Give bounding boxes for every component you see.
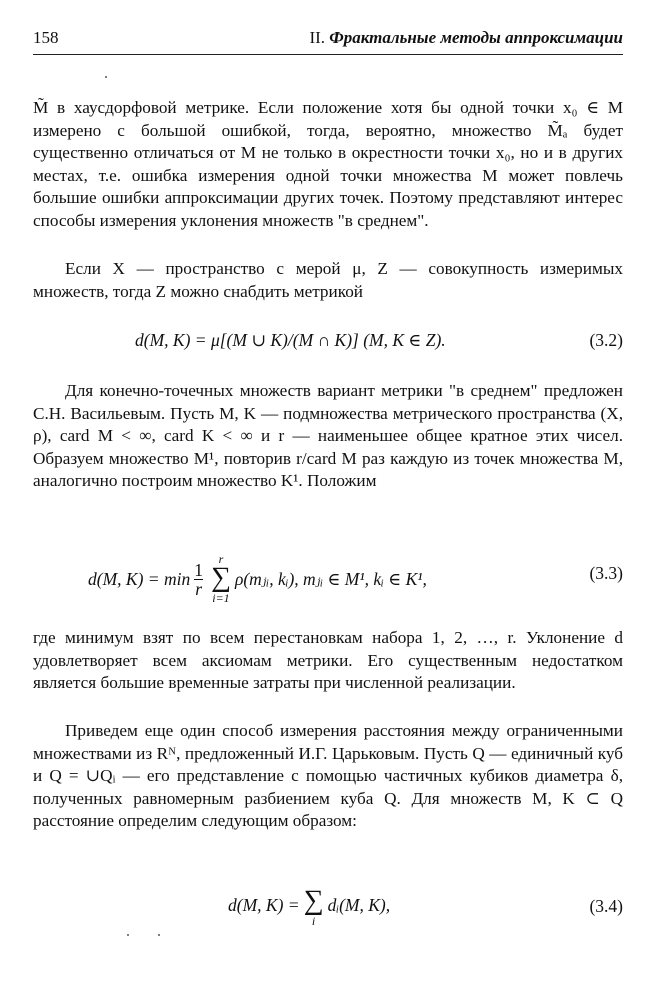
scan-speck <box>105 76 107 78</box>
summation-lower: i=1 <box>212 591 230 605</box>
summation-upper: r <box>218 552 224 566</box>
fraction-denominator: r <box>195 578 202 599</box>
paragraph-4: где минимум взят по всем перестановкам набора 1, 2, …, r. Уклонение d удовлетворяет всем аксиомам метрики. Его существенным недостатком является большие временные затраты при численной реализации. <box>33 628 623 692</box>
fraction <box>194 561 203 598</box>
scan-speck <box>158 934 160 936</box>
summation-sign: ∑ <box>303 885 324 916</box>
paragraph-5: Приведем еще один способ измерения расстояния между ограниченными множествами из Rᴺ, предложенный И.Г. Царьковым. Пусть Q — единичный куб и Q = ∪Qᵢ — его представление с помощью частичных кубиков диаметра δ, полученных равномерным разбиением куба Q. Для множеств M, K ⊂ Q расстояние определим следующим образом: <box>33 721 623 830</box>
equation-3-4-lhs: d(M, K) = <box>228 894 300 915</box>
equation-3-3-number: (3.3) <box>589 563 623 583</box>
running-header <box>33 28 623 55</box>
equation-3-3-body <box>88 553 427 605</box>
fraction-numerator: 1 <box>194 559 203 580</box>
summation-sign: ∑ <box>210 562 231 593</box>
chapter-number: II. <box>309 28 330 47</box>
equation-3-3-rhs: ρ(mⱼᵢ, kᵢ), mⱼᵢ ∈ M¹, kᵢ ∈ K¹, <box>234 568 427 589</box>
scan-speck <box>127 934 129 936</box>
equation-3-3 <box>33 545 623 605</box>
running-title <box>309 28 623 48</box>
equation-3-4 <box>33 882 623 942</box>
equation-3-4-number: (3.4) <box>589 896 623 916</box>
chapter-title: Фрактальные методы аппроксимации <box>329 28 623 47</box>
summation <box>304 882 324 928</box>
equation-3-2-number: (3.2) <box>589 330 623 350</box>
summation <box>211 553 231 605</box>
equation-3-2 <box>33 330 623 360</box>
equation-3-4-rhs: dᵢ(M, K), <box>327 894 391 915</box>
paragraph-1: M̃ в хаусдорфовой метрике. Если положение хотя бы одной точки x₀ ∈ M измерено с большой ошибкой, тогда, вероятно, множество M̃ₐ будет существенно отличаться от M не только в окрестности точки x₀, но и в других местах, т.е. ошибка измерения одной точки множества M может повлечь большие ошибки аппроксимации других точек. Поэтому представляют интерес способы измерения уклонения множеств "в среднем". <box>33 98 623 230</box>
paragraph-3: Для конечно-точечных множеств вариант метрики "в среднем" предложен С.Н. Васильевым. Пусть M, K — подмножества метрического пространства (X, ρ), card M < ∞, card K < ∞ и r — наименьшее общее кратное этих чисел. Образуем множество M¹, повторив r/card M раз каждую из точек множества M, аналогично построим множество K¹. Положим <box>33 381 623 490</box>
page-number: 158 <box>33 28 59 47</box>
equation-3-3-lhs: d(M, K) = min <box>88 568 191 589</box>
equation-3-2-body: d(M, K) = μ[(M ∪ K)/(M ∩ K)] (M, K ∈ Z). <box>135 330 446 350</box>
paragraph-2: Если X — пространство с мерой μ, Z — совокупность измеримых множеств, тогда Z можно снабдить метрикой <box>33 259 623 301</box>
summation-lower: i <box>311 914 316 928</box>
equation-3-4-body <box>228 882 390 928</box>
